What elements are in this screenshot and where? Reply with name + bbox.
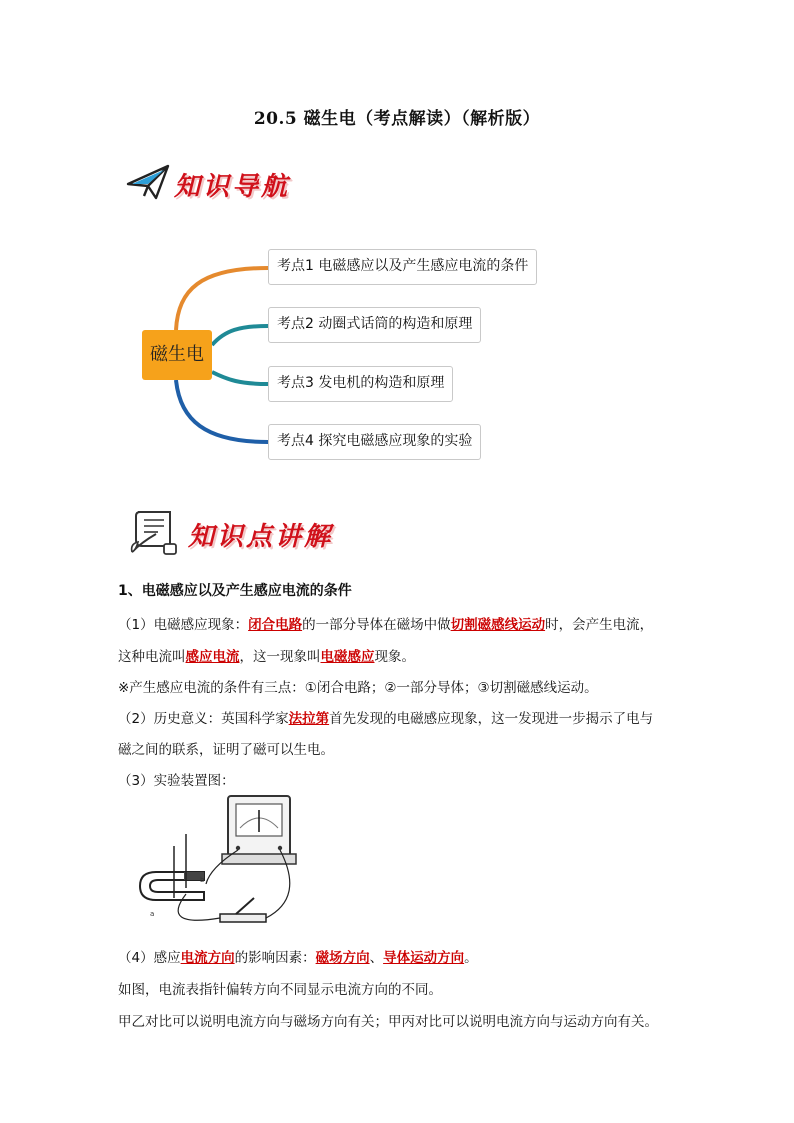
knowledge-nav-title: 知识导航 [174,172,291,202]
p7-key-current-direction: 电流方向 [180,950,235,966]
p4-text-c: 首先发现的电磁感应现象，这一发现进一步揭示了电与 [329,711,654,727]
p1-text-a: （1）电磁感应现象： [118,617,249,633]
p1-text-c: 的一部分导体在磁场中做 [302,617,451,633]
p1-text-e: 时，会产生电流， [545,617,654,633]
knowledge-explain-title: 知识点讲解 [188,522,334,552]
topic-1-box: 考点1 电磁感应以及产生感应电流的条件 [268,249,537,285]
p2-key-em-induction: 电磁感应 [320,649,375,665]
connector-4 [176,380,268,442]
paragraph-3: ※产生感应电流的条件有三点：①闭合电路；②一部分导体；③切割磁感线运动。 [118,680,598,696]
p4-text-a: （2）历史意义：英国科学家 [118,711,289,727]
paragraph-1 [118,613,653,633]
p7-key-motion-direction: 导体运动方向 [383,950,465,966]
label-b: b [200,876,205,884]
p4-key-faraday: 法拉第 [288,711,330,727]
paragraph-5: 磁之间的联系，证明了磁可以生电。 [118,742,334,758]
p7-text-c: 的影响因素： [234,950,316,966]
knowledge-explain-banner [126,508,366,558]
section-heading: 1、电磁感应以及产生感应电流的条件 [118,583,352,599]
paragraph-7 [118,946,478,966]
paragraph-8: 如图，电流表指针偏转方向不同显示电流方向的不同。 [118,982,442,998]
experiment-apparatus-figure [130,788,330,938]
topic-2-box: 考点2 动圈式话筒的构造和原理 [268,307,481,343]
connector-1 [176,268,268,330]
p1-key-closed-circuit: 闭合电路 [248,617,303,633]
mind-map-root: 磁生电 [142,330,212,380]
paragraph-4 [118,707,653,727]
paragraph-9: 甲乙对比可以说明电流方向与磁场方向有关；甲丙对比可以说明电流方向与运动方向有关。 [118,1014,658,1030]
p2-text-c: ，这一现象叫 [239,649,321,665]
p2-text-e: 现象。 [374,649,415,665]
mind-map [0,0,794,480]
topic-4-box: 考点4 探究电磁感应现象的实验 [268,424,481,460]
p7-text-g: 。 [464,950,478,966]
connector-2 [212,326,268,345]
p1-key-cutting-motion: 切割磁感线运动 [450,617,546,633]
topic-3-box: 考点3 发电机的构造和原理 [268,366,453,402]
p2-key-induced-current: 感应电流 [185,649,240,665]
p2-text-a: 这种电流叫 [118,649,186,665]
paragraph-6: （3）实验装置图： [118,773,235,789]
p7-text-a: （4）感应 [118,950,181,966]
page-title: 20.5 磁生电（考点解读）（解析版） [253,109,541,129]
mind-map-connectors [0,0,794,480]
scroll-quill-icon [126,508,182,558]
label-a: a [150,910,155,918]
p7-key-field-direction: 磁场方向 [315,950,370,966]
connector-3 [212,372,268,384]
switch-base [220,914,266,922]
paragraph-2 [118,645,415,665]
p7-text-e: 、 [369,950,384,966]
